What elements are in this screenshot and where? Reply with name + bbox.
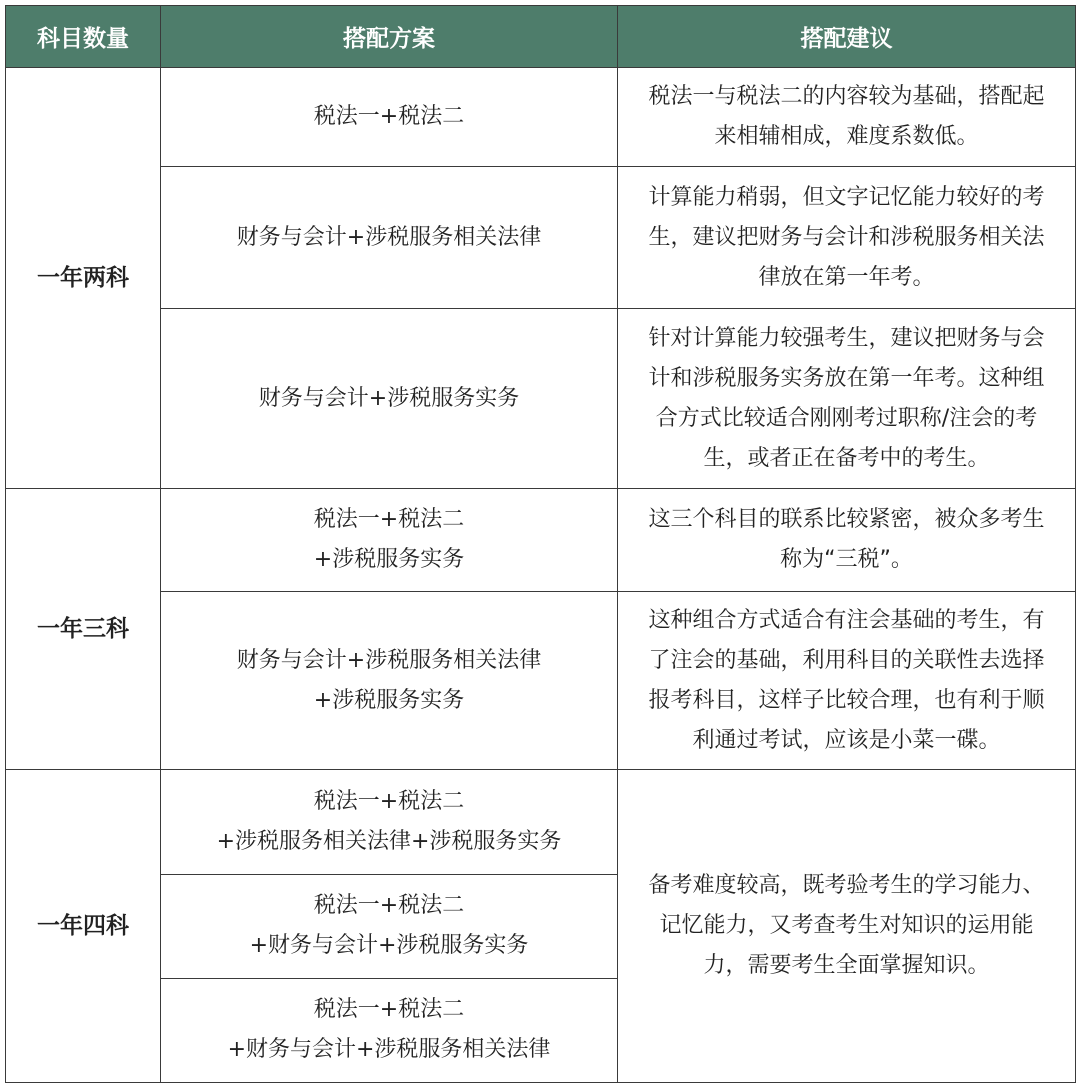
table-row [6, 770, 1076, 874]
plan-cell [161, 592, 618, 770]
advice-cell [618, 68, 1076, 167]
plan-line: 税法一+税法二 [313, 788, 465, 814]
advice-line: 了注会的基础，利用科目的关联性去选择 [648, 647, 1045, 673]
table-header-row [6, 6, 1076, 68]
plan-cell [161, 978, 618, 1082]
advice-line: 这三个科目的联系比较紧密，被众多考生 [648, 506, 1045, 532]
plan-cell [161, 167, 618, 309]
plan-line: 税法一+税法二 [313, 997, 465, 1023]
plan-line: 税法一+税法二 [313, 104, 465, 130]
plan-cell [161, 488, 618, 591]
plan-cell [161, 68, 618, 167]
plan-line: 财务与会计+涉税服务相关法律 [236, 647, 542, 673]
advice-cell [618, 309, 1076, 488]
group-count-two: 一年两科 [6, 68, 161, 489]
plan-line: +涉税服务相关法律+涉税服务实务 [216, 828, 562, 854]
advice-line: 报考科目，这样子比较合理，也有利于顺 [648, 687, 1045, 713]
table-row [6, 309, 1076, 488]
header-subject-count: 科目数量 [6, 6, 161, 68]
advice-line: 备考难度较高，既考验考生的学习能力、 [648, 873, 1045, 899]
advice-line: 这种组合方式适合有注会基础的考生，有 [648, 607, 1045, 633]
advice-cell [618, 167, 1076, 309]
header-combination-advice: 搭配建议 [618, 6, 1076, 68]
advice-line: 记忆能力，又考查考生对知识的运用能 [659, 913, 1034, 939]
advice-line: 计和涉税服务实务放在第一年考。这种组 [648, 365, 1045, 391]
table-row [6, 592, 1076, 770]
advice-line: 称为“三税”。 [780, 546, 913, 572]
advice-line: 合方式比较适合刚刚考过职称/注会的考 [655, 405, 1038, 431]
advice-line: 律放在第一年考。 [758, 264, 935, 290]
advice-line: 税法一与税法二的内容较为基础，搭配起 [648, 84, 1045, 110]
advice-cell [618, 592, 1076, 770]
plan-cell [161, 309, 618, 488]
plan-cell [161, 770, 618, 874]
advice-line: 生，或者正在备考中的考生。 [703, 445, 990, 471]
advice-line: 力，需要考生全面掌握知识。 [703, 953, 990, 979]
plan-line: 税法一+税法二 [313, 893, 465, 919]
advice-cell [618, 488, 1076, 591]
plan-line: 财务与会计+涉税服务实务 [258, 385, 520, 411]
table-row [6, 488, 1076, 591]
header-combination-plan: 搭配方案 [161, 6, 618, 68]
plan-line: +涉税服务实务 [313, 546, 465, 572]
plan-line: +涉税服务实务 [313, 687, 465, 713]
exam-combination-table [5, 5, 1076, 1083]
advice-line: 针对计算能力较强考生，建议把财务与会 [648, 325, 1045, 351]
plan-line: 税法一+税法二 [313, 506, 465, 532]
plan-line: 财务与会计+涉税服务相关法律 [236, 224, 542, 250]
plan-line: +财务与会计+涉税服务实务 [249, 933, 529, 959]
group-count-four: 一年四科 [6, 770, 161, 1083]
plan-cell [161, 874, 618, 978]
table-row [6, 167, 1076, 309]
advice-line: 生，建议把财务与会计和涉税服务相关法 [648, 224, 1045, 250]
table-row [6, 68, 1076, 167]
advice-cell-four-subjects [618, 770, 1076, 1083]
combination-table-container [5, 5, 1075, 1083]
plan-line: +财务与会计+涉税服务相关法律 [227, 1037, 551, 1063]
group-count-three: 一年三科 [6, 488, 161, 770]
advice-line: 来相辅相成，难度系数低。 [714, 124, 979, 150]
advice-line: 计算能力稍弱，但文字记忆能力较好的考 [648, 184, 1045, 210]
advice-line: 利通过考试，应该是小菜一碟。 [692, 727, 1001, 753]
